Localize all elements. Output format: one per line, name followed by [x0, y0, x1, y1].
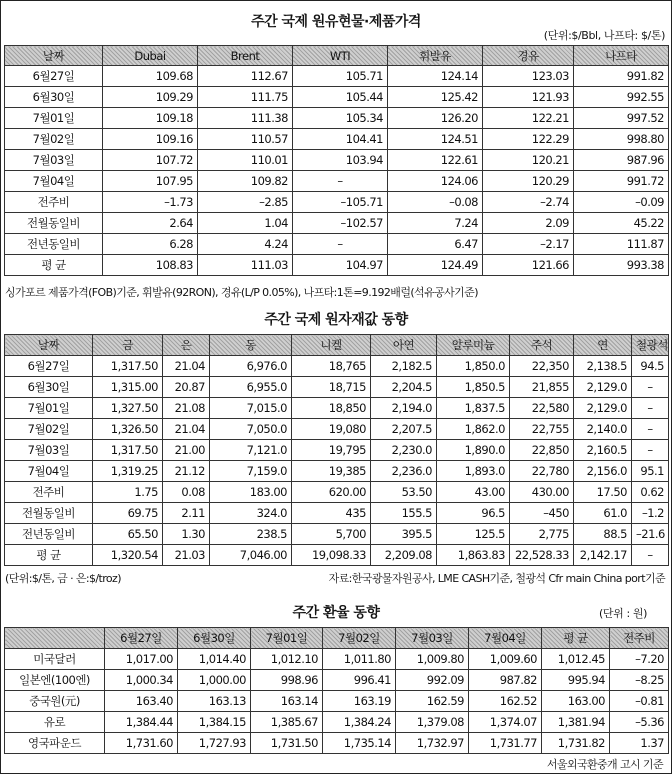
oil-row-label: 7월01일 — [5, 108, 103, 129]
oil-table-row — [5, 213, 669, 234]
metal-table-cell: 43.00 — [437, 482, 510, 503]
fx-section-title: 주간 환율 동향 — [292, 605, 380, 621]
oil-table-cell: 6.28 — [103, 234, 198, 255]
oil-col-header: Dubai — [103, 46, 198, 66]
oil-table-cell: 104.97 — [293, 255, 388, 276]
oil-table-cell: 122.61 — [388, 150, 483, 171]
metal-table-cell: 2,156.0 — [574, 461, 632, 482]
fx-table-cell: 1,735.14 — [323, 733, 396, 754]
fx-table-cell: 1,732.97 — [396, 733, 469, 754]
oil-row-label: 평 균 — [5, 255, 103, 276]
fx-table-cell: –8.25 — [610, 670, 669, 691]
oil-table-cell: 105.34 — [293, 108, 388, 129]
fx-col-header — [5, 628, 105, 649]
oil-table-cell: 111.38 — [198, 108, 293, 129]
metal-table-cell: –21.6 — [632, 524, 669, 545]
metal-table-cell: 155.5 — [371, 503, 437, 524]
metal-row-label: 전월동일비 — [5, 503, 93, 524]
oil-table-cell: 112.67 — [198, 66, 293, 87]
oil-table-row — [5, 129, 669, 150]
metal-table-cell: 2,140.0 — [574, 419, 632, 440]
metal-col-header: 알루미늄 — [437, 335, 510, 356]
fx-table-cell: 1,731.60 — [105, 733, 178, 754]
oil-table-cell: –0.08 — [388, 192, 483, 213]
metal-table-cell: 2,236.0 — [371, 461, 437, 482]
fx-table-cell: 163.13 — [178, 691, 251, 712]
metal-table-cell: 96.5 — [437, 503, 510, 524]
metal-table-cell: 18,765 — [292, 356, 371, 377]
fx-table-cell: 1,017.00 — [105, 649, 178, 670]
metal-table-cell: 22,580 — [510, 398, 574, 419]
metal-table-cell: 22,350 — [510, 356, 574, 377]
metal-row-label: 7월04일 — [5, 461, 93, 482]
fx-col-header: 전주비 — [610, 628, 669, 649]
oil-table-cell: 6.47 — [388, 234, 483, 255]
metal-table-cell: 19,098.33 — [292, 545, 371, 566]
metal-table-cell: 1,317.50 — [93, 356, 163, 377]
oil-table-cell: –2.85 — [198, 192, 293, 213]
metal-table-cell: 1,863.83 — [437, 545, 510, 566]
metal-row-label: 7월03일 — [5, 440, 93, 461]
oil-table-cell: 110.01 — [198, 150, 293, 171]
metal-table-cell: – — [632, 545, 669, 566]
metal-row-label: 7월02일 — [5, 419, 93, 440]
metal-col-header: 아연 — [371, 335, 437, 356]
metal-row-label: 전주비 — [5, 482, 93, 503]
metal-table-cell: 1.75 — [93, 482, 163, 503]
metal-table-cell: 1,320.54 — [93, 545, 163, 566]
oil-table-cell: –0.09 — [574, 192, 669, 213]
oil-table-cell: –2.74 — [483, 192, 574, 213]
oil-col-header: WTI — [293, 46, 388, 66]
oil-footnote: 싱가포르 제품가격(FOB)기준, 휘발유(92RON), 경유(L/P 0.05%), 나프타:1톤=9.192배럴(석유공사기준) — [5, 286, 478, 299]
fx-row-label: 중국원(元) — [5, 691, 105, 712]
metal-col-header: 은 — [163, 335, 210, 356]
fx-col-header: 6월27일 — [105, 628, 178, 649]
oil-table-cell: 104.41 — [293, 129, 388, 150]
metal-row-label: 7월01일 — [5, 398, 93, 419]
fx-table-cell: 163.19 — [323, 691, 396, 712]
oil-table-cell: 997.52 — [574, 108, 669, 129]
oil-row-label: 7월02일 — [5, 129, 103, 150]
metal-table-cell: 1,862.0 — [437, 419, 510, 440]
oil-row-label: 전주비 — [5, 192, 103, 213]
metal-table-cell: 18,715 — [292, 377, 371, 398]
metal-table-cell: 2,129.0 — [574, 398, 632, 419]
metal-unit-note: (단위:$/톤, 금 · 은:$/troz) — [5, 572, 121, 585]
metal-table-cell: 22,780 — [510, 461, 574, 482]
oil-col-header: Brent — [198, 46, 293, 66]
metal-table-cell: 1,850.5 — [437, 377, 510, 398]
oil-table-cell: 120.21 — [483, 150, 574, 171]
fx-table-cell: 1,384.44 — [105, 712, 178, 733]
fx-table-cell: 987.82 — [469, 670, 542, 691]
oil-table-cell: 991.72 — [574, 171, 669, 192]
metal-col-header: 동 — [210, 335, 292, 356]
metal-table-cell: – — [632, 440, 669, 461]
metal-table-cell: 19,795 — [292, 440, 371, 461]
oil-table-cell: 126.20 — [388, 108, 483, 129]
oil-table-row — [5, 150, 669, 171]
metal-table-cell: 7,046.00 — [210, 545, 292, 566]
metal-table-cell: 21.04 — [163, 419, 210, 440]
oil-table-row — [5, 255, 669, 276]
oil-table-cell: 124.14 — [388, 66, 483, 87]
fx-table-cell: 992.09 — [396, 670, 469, 691]
metal-table-cell: 1,850.0 — [437, 356, 510, 377]
metal-table-cell: 2,138.5 — [574, 356, 632, 377]
oil-table-cell: 111.75 — [198, 87, 293, 108]
metal-row-label: 6월30일 — [5, 377, 93, 398]
metal-table-cell: 6,976.0 — [210, 356, 292, 377]
oil-table-cell: 125.42 — [388, 87, 483, 108]
metal-table-cell: 435 — [292, 503, 371, 524]
fx-table-cell: –7.20 — [610, 649, 669, 670]
metal-table-cell: 2,129.0 — [574, 377, 632, 398]
fx-source-note: 서울외국환중개 고시 기준 — [546, 758, 663, 771]
fx-table-cell: 1,000.34 — [105, 670, 178, 691]
metal-table-row — [5, 356, 669, 377]
metal-col-header: 연 — [574, 335, 632, 356]
metal-table-cell: 21.03 — [163, 545, 210, 566]
fx-table-cell: 998.96 — [251, 670, 323, 691]
metal-table-cell: 430.00 — [510, 482, 574, 503]
fx-table-cell: 1,384.15 — [178, 712, 251, 733]
metal-table-cell: 7,050.0 — [210, 419, 292, 440]
fx-table-cell: –0.81 — [610, 691, 669, 712]
oil-table-cell: 120.29 — [483, 171, 574, 192]
metal-table-cell: 7,015.0 — [210, 398, 292, 419]
oil-unit-note: (단위:$/Bbl, 나프타: $/톤) — [543, 29, 665, 42]
metal-table-cell: 21.04 — [163, 356, 210, 377]
metal-table-row — [5, 524, 669, 545]
metal-row-label: 6월27일 — [5, 356, 93, 377]
fx-table-cell: 1,731.77 — [469, 733, 542, 754]
fx-table-cell: 1,009.60 — [469, 649, 542, 670]
metal-table-cell: 5,700 — [292, 524, 371, 545]
oil-row-label: 전월동일비 — [5, 213, 103, 234]
fx-table-cell: –5.36 — [610, 712, 669, 733]
oil-table-cell: 107.72 — [103, 150, 198, 171]
fx-table-cell: 1,012.10 — [251, 649, 323, 670]
oil-col-header: 나프타 — [574, 46, 669, 66]
oil-col-header: 휘발유 — [388, 46, 483, 66]
fx-table-cell: 1,731.50 — [251, 733, 323, 754]
fx-table-cell: 163.00 — [542, 691, 610, 712]
fx-table-cell: 1,385.67 — [251, 712, 323, 733]
oil-table-cell: – — [293, 171, 388, 192]
fx-table-cell: 163.14 — [251, 691, 323, 712]
oil-table-cell: 124.51 — [388, 129, 483, 150]
metal-table-cell: 1.30 — [163, 524, 210, 545]
fx-table-cell: 1.37 — [610, 733, 669, 754]
fx-table-cell: 995.94 — [542, 670, 610, 691]
oil-table-cell: 45.22 — [574, 213, 669, 234]
metal-table-cell: 17.50 — [574, 482, 632, 503]
fx-row-label: 일본엔(100엔) — [5, 670, 105, 691]
metal-table-cell: 1,890.0 — [437, 440, 510, 461]
metal-table-cell: 2,209.08 — [371, 545, 437, 566]
fx-row-label: 영국파운드 — [5, 733, 105, 754]
metal-table-cell: 22,528.33 — [510, 545, 574, 566]
metal-table-cell: 238.5 — [210, 524, 292, 545]
oil-row-label: 7월04일 — [5, 171, 103, 192]
metal-table-cell: 1,893.0 — [437, 461, 510, 482]
metal-table-cell: 95.1 — [632, 461, 669, 482]
fx-table-cell: 163.40 — [105, 691, 178, 712]
metal-table-row — [5, 545, 669, 566]
metal-table-cell: 69.75 — [93, 503, 163, 524]
fx-table-cell: 1,000.00 — [178, 670, 251, 691]
fx-col-header: 평 균 — [542, 628, 610, 649]
oil-table-cell: – — [293, 234, 388, 255]
oil-table-cell: 987.96 — [574, 150, 669, 171]
metal-table-cell: 2.11 — [163, 503, 210, 524]
fx-table-cell: 1,014.40 — [178, 649, 251, 670]
metal-table-cell: 53.50 — [371, 482, 437, 503]
metal-table-cell: 21.12 — [163, 461, 210, 482]
metal-table-cell: 2,230.0 — [371, 440, 437, 461]
oil-table-row — [5, 171, 669, 192]
metal-table-cell: 18,850 — [292, 398, 371, 419]
oil-table-cell: 124.49 — [388, 255, 483, 276]
fx-table-cell: 162.59 — [396, 691, 469, 712]
oil-table-row — [5, 87, 669, 108]
oil-table-cell: –1.73 — [103, 192, 198, 213]
metal-table-row — [5, 461, 669, 482]
oil-table-cell: 121.66 — [483, 255, 574, 276]
oil-table-cell: 107.95 — [103, 171, 198, 192]
fx-table-cell: 1,727.93 — [178, 733, 251, 754]
metal-table-cell: 61.0 — [574, 503, 632, 524]
metal-table-cell: 22,850 — [510, 440, 574, 461]
metal-source-note: 자료:한국광물자원공사, LME CASH기준, 철광석 Cfr main China port기준 — [328, 572, 665, 585]
metal-price-table — [4, 334, 669, 566]
oil-price-table — [4, 45, 669, 276]
oil-table-cell: 109.18 — [103, 108, 198, 129]
fx-table-cell: 996.41 — [323, 670, 396, 691]
metal-table-cell: 2,182.5 — [371, 356, 437, 377]
metal-table-row — [5, 419, 669, 440]
oil-table-cell: 4.24 — [198, 234, 293, 255]
metal-table-cell: 21.00 — [163, 440, 210, 461]
oil-table-cell: 111.87 — [574, 234, 669, 255]
fx-row-label: 유로 — [5, 712, 105, 733]
metal-table-cell: 94.5 — [632, 356, 669, 377]
metal-col-header: 니켈 — [292, 335, 371, 356]
metal-table-cell: 0.08 — [163, 482, 210, 503]
oil-row-label: 6월30일 — [5, 87, 103, 108]
fx-table-row — [5, 712, 669, 733]
metal-table-cell: 6,955.0 — [210, 377, 292, 398]
metal-table-cell: 183.00 — [210, 482, 292, 503]
metal-table-cell: 2,204.5 — [371, 377, 437, 398]
fx-table-row — [5, 649, 669, 670]
metal-col-header: 철광석 — [632, 335, 669, 356]
metal-table-cell: 20.87 — [163, 377, 210, 398]
metal-section-title: 주간 국제 원자재값 동향 — [264, 312, 408, 328]
fx-table-cell: 162.52 — [469, 691, 542, 712]
metal-table-cell: 65.50 — [93, 524, 163, 545]
metal-table-cell: 395.5 — [371, 524, 437, 545]
oil-table-cell: 103.94 — [293, 150, 388, 171]
oil-table-cell: 109.29 — [103, 87, 198, 108]
oil-col-header: 경유 — [483, 46, 574, 66]
metal-table-cell: –450 — [510, 503, 574, 524]
oil-table-cell: 122.21 — [483, 108, 574, 129]
metal-table-cell: –1.2 — [632, 503, 669, 524]
metal-table-cell: 1,327.50 — [93, 398, 163, 419]
oil-table-cell: 111.03 — [198, 255, 293, 276]
fx-col-header: 7월02일 — [323, 628, 396, 649]
oil-row-label: 7월03일 — [5, 150, 103, 171]
oil-row-label: 전년동일비 — [5, 234, 103, 255]
oil-table-cell: 998.80 — [574, 129, 669, 150]
oil-table-cell: –102.57 — [293, 213, 388, 234]
fx-table-row — [5, 670, 669, 691]
metal-table-cell: 7,121.0 — [210, 440, 292, 461]
fx-row-label: 미국달러 — [5, 649, 105, 670]
fx-col-header: 6월30일 — [178, 628, 251, 649]
fx-table-cell: 1,374.07 — [469, 712, 542, 733]
oil-table-cell: 109.16 — [103, 129, 198, 150]
metal-table-cell: 125.5 — [437, 524, 510, 545]
fx-table-cell: 1,012.45 — [542, 649, 610, 670]
oil-table-cell: 105.71 — [293, 66, 388, 87]
oil-table-row — [5, 234, 669, 255]
oil-table-row — [5, 66, 669, 87]
oil-table-cell: 109.82 — [198, 171, 293, 192]
fx-table-row — [5, 691, 669, 712]
metal-table-cell: 21,855 — [510, 377, 574, 398]
fx-table-row — [5, 733, 669, 754]
oil-table-cell: 992.55 — [574, 87, 669, 108]
metal-table-cell: 1,315.00 — [93, 377, 163, 398]
metal-table-row — [5, 503, 669, 524]
metal-table-cell: 1,326.50 — [93, 419, 163, 440]
metal-table-cell: – — [632, 419, 669, 440]
metal-table-cell: 2,207.5 — [371, 419, 437, 440]
oil-table-cell: 109.68 — [103, 66, 198, 87]
oil-table-cell: –105.71 — [293, 192, 388, 213]
metal-table-cell: 19,385 — [292, 461, 371, 482]
metal-table-cell: 21.08 — [163, 398, 210, 419]
metal-table-cell: 19,080 — [292, 419, 371, 440]
oil-table-cell: 991.82 — [574, 66, 669, 87]
fx-table-cell: 1,379.08 — [396, 712, 469, 733]
fx-table-cell: 1,381.94 — [542, 712, 610, 733]
oil-table-cell: –2.17 — [483, 234, 574, 255]
fx-table-cell: 1,011.80 — [323, 649, 396, 670]
oil-table-cell: 108.83 — [103, 255, 198, 276]
metal-table-cell: 88.5 — [574, 524, 632, 545]
metal-table-cell: 2,194.0 — [371, 398, 437, 419]
oil-table-cell: 105.44 — [293, 87, 388, 108]
oil-table-cell: 124.06 — [388, 171, 483, 192]
metal-table-cell: – — [632, 377, 669, 398]
metal-table-row — [5, 398, 669, 419]
oil-table-row — [5, 108, 669, 129]
metal-table-cell: 22,755 — [510, 419, 574, 440]
fx-col-header: 7월03일 — [396, 628, 469, 649]
metal-table-row — [5, 377, 669, 398]
oil-section-title: 주간 국제 원유현물·제품가격 — [251, 14, 421, 30]
metal-table-cell: 1,319.25 — [93, 461, 163, 482]
metal-table-row — [5, 440, 669, 461]
oil-row-label: 6월27일 — [5, 66, 103, 87]
metal-table-cell: – — [632, 398, 669, 419]
fx-table-cell: 1,009.80 — [396, 649, 469, 670]
oil-table-cell: 110.57 — [198, 129, 293, 150]
oil-table-cell: 993.38 — [574, 255, 669, 276]
metal-table-cell: 1,317.50 — [93, 440, 163, 461]
metal-table-cell: 0.62 — [632, 482, 669, 503]
fx-col-header: 7월04일 — [469, 628, 542, 649]
metal-col-header: 금 — [93, 335, 163, 356]
fx-rate-table — [4, 627, 669, 754]
metal-row-label: 전년동일비 — [5, 524, 93, 545]
oil-table-cell: 122.29 — [483, 129, 574, 150]
metal-row-label: 평 균 — [5, 545, 93, 566]
metal-col-header: 주석 — [510, 335, 574, 356]
oil-table-cell: 7.24 — [388, 213, 483, 234]
metal-table-cell: 2,160.5 — [574, 440, 632, 461]
metal-table-cell: 7,159.0 — [210, 461, 292, 482]
oil-col-header: 날짜 — [5, 46, 103, 66]
metal-table-row — [5, 482, 669, 503]
metal-col-header: 날짜 — [5, 335, 93, 356]
oil-table-cell: 2.09 — [483, 213, 574, 234]
oil-table-cell: 1.04 — [198, 213, 293, 234]
metal-table-cell: 1,837.5 — [437, 398, 510, 419]
metal-table-cell: 2,775 — [510, 524, 574, 545]
oil-table-cell: 121.93 — [483, 87, 574, 108]
oil-table-row — [5, 192, 669, 213]
fx-table-cell: 1,384.24 — [323, 712, 396, 733]
metal-table-cell: 324.0 — [210, 503, 292, 524]
fx-unit-note: (단위 : 원) — [599, 607, 647, 620]
metal-table-cell: 620.00 — [292, 482, 371, 503]
fx-table-cell: 1,731.82 — [542, 733, 610, 754]
oil-table-cell: 123.03 — [483, 66, 574, 87]
oil-table-cell: 2.64 — [103, 213, 198, 234]
fx-col-header: 7월01일 — [251, 628, 323, 649]
metal-table-cell: 2,142.17 — [574, 545, 632, 566]
